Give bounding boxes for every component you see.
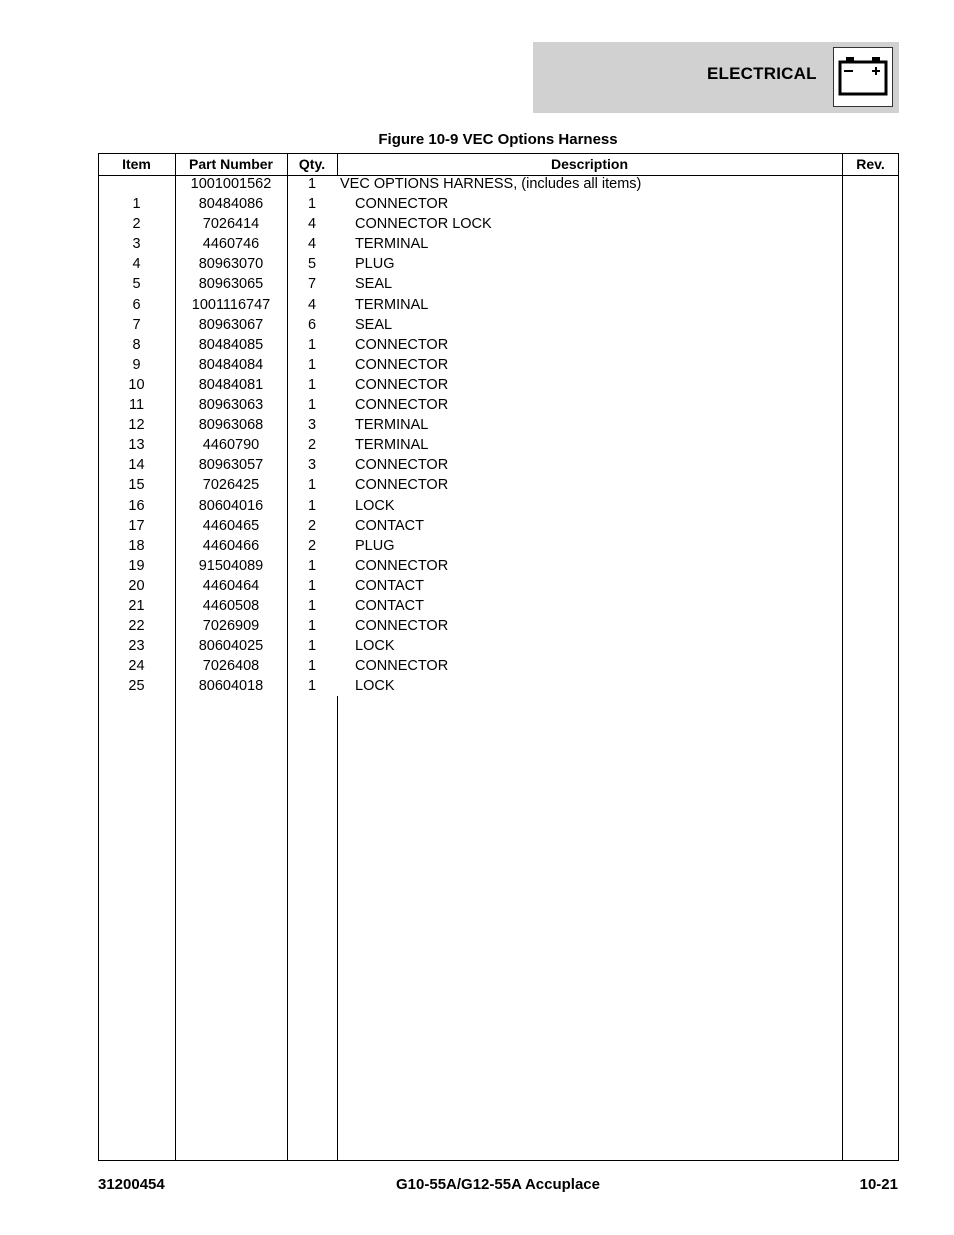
cell-qty: 2 — [307, 517, 317, 534]
table-row — [0, 676, 954, 696]
table-row — [0, 496, 954, 516]
cell-qty: 1 — [307, 497, 317, 514]
cell-qty: 1 — [307, 356, 317, 373]
cell-qty: 1 — [307, 678, 317, 695]
footer-doc-number: 31200454 — [98, 1176, 165, 1193]
cell-item: 13 — [128, 437, 145, 454]
table-row — [0, 335, 954, 355]
section-title: ELECTRICAL — [707, 64, 817, 83]
cell-description: CONNECTOR — [355, 397, 449, 414]
table-row — [0, 616, 954, 636]
cell-qty: 7 — [307, 276, 317, 293]
cell-part-number: 80963070 — [198, 256, 264, 273]
cell-item: 5 — [132, 276, 141, 293]
footer-model: G10-55A/G12-55A Accuplace — [396, 1176, 600, 1193]
figure-title: Figure 10-9 VEC Options Harness — [378, 131, 618, 148]
cell-description: VEC OPTIONS HARNESS, (includes all items) — [340, 176, 642, 192]
cell-description: LOCK — [355, 638, 395, 655]
cell-part-number: 7026414 — [202, 216, 260, 233]
cell-description: PLUG — [355, 537, 395, 554]
table-row — [0, 656, 954, 676]
cell-qty: 1 — [307, 557, 317, 574]
cell-part-number: 4460464 — [202, 577, 260, 594]
cell-item: 19 — [128, 557, 145, 574]
cell-description: CONNECTOR — [355, 658, 449, 675]
cell-qty: 1 — [307, 176, 317, 192]
cell-qty: 6 — [307, 316, 317, 333]
column-header-qty: Qty. — [298, 156, 326, 172]
cell-qty: 1 — [307, 638, 317, 655]
table-row — [0, 395, 954, 415]
column-divider — [337, 696, 338, 1161]
cell-part-number: 80604025 — [198, 638, 264, 655]
cell-qty: 1 — [307, 577, 317, 594]
column-header-rev: Rev. — [856, 156, 885, 172]
cell-item: 7 — [132, 316, 141, 333]
cell-part-number: 80484085 — [198, 336, 264, 353]
cell-item: 6 — [132, 296, 141, 313]
table-row — [0, 455, 954, 475]
cell-item: 3 — [132, 236, 141, 253]
cell-qty: 1 — [307, 597, 317, 614]
cell-part-number: 91504089 — [198, 557, 264, 574]
cell-description: CONTACT — [355, 577, 425, 594]
cell-description: LOCK — [355, 497, 395, 514]
table-row — [0, 214, 954, 234]
cell-item: 1 — [132, 196, 141, 213]
cell-description: TERMINAL — [355, 437, 429, 454]
cell-description: PLUG — [355, 256, 395, 273]
cell-description: CONNECTOR — [355, 477, 449, 494]
cell-description: TERMINAL — [355, 417, 429, 434]
cell-qty: 1 — [307, 376, 317, 393]
cell-qty: 2 — [307, 437, 317, 454]
cell-part-number: 80604018 — [198, 678, 264, 695]
cell-qty: 1 — [307, 196, 317, 213]
column-header-description: Description — [550, 156, 628, 172]
cell-part-number: 80963065 — [198, 276, 264, 293]
cell-description: CONNECTOR — [355, 336, 449, 353]
cell-description: CONNECTOR — [355, 376, 449, 393]
table-row — [0, 355, 954, 375]
table-row — [0, 234, 954, 254]
table-row — [0, 636, 954, 656]
cell-item: 24 — [128, 658, 145, 675]
cell-description: CONNECTOR — [355, 356, 449, 373]
cell-qty: 1 — [307, 336, 317, 353]
table-row — [0, 536, 954, 556]
cell-item: 20 — [128, 577, 145, 594]
cell-item: 21 — [128, 597, 145, 614]
table-row — [0, 295, 954, 315]
cell-part-number: 1001116747 — [191, 296, 271, 313]
cell-item: 16 — [128, 497, 145, 514]
cell-item: 17 — [128, 517, 145, 534]
table-row — [0, 375, 954, 395]
table-row — [0, 475, 954, 495]
cell-item: 12 — [128, 417, 145, 434]
cell-description: SEAL — [355, 276, 393, 293]
cell-item: 25 — [128, 678, 145, 695]
cell-part-number: 4460790 — [202, 437, 260, 454]
table-row — [0, 315, 954, 335]
battery-icon — [834, 48, 892, 106]
cell-part-number: 80484084 — [198, 356, 264, 373]
column-header-part-number: Part Number — [188, 156, 274, 172]
cell-item: 18 — [128, 537, 145, 554]
table-row — [0, 435, 954, 455]
cell-part-number: 4460746 — [202, 236, 260, 253]
cell-description: CONNECTOR — [355, 618, 449, 635]
cell-description: TERMINAL — [355, 236, 429, 253]
cell-item: 22 — [128, 618, 145, 635]
cell-qty: 4 — [307, 236, 317, 253]
cell-description: CONNECTOR LOCK — [355, 216, 492, 233]
cell-part-number: 80484086 — [198, 196, 264, 213]
cell-qty: 2 — [307, 537, 317, 554]
cell-qty: 4 — [307, 216, 317, 233]
cell-item: 4 — [132, 256, 141, 273]
cell-description: TERMINAL — [355, 296, 429, 313]
table-row — [0, 254, 954, 274]
cell-qty: 1 — [307, 618, 317, 635]
cell-part-number: 7026909 — [202, 618, 260, 635]
table-row — [0, 576, 954, 596]
cell-part-number: 80604016 — [198, 497, 264, 514]
cell-part-number: 4460508 — [202, 597, 260, 614]
cell-part-number: 7026408 — [202, 658, 260, 675]
footer-page-number: 10-21 — [859, 1176, 898, 1193]
cell-part-number: 4460466 — [202, 537, 260, 554]
cell-part-number: 80963057 — [198, 457, 264, 474]
cell-description: LOCK — [355, 678, 395, 695]
section-icon-tile — [833, 47, 893, 107]
cell-description: CONNECTOR — [355, 457, 449, 474]
cell-description: CONTACT — [355, 517, 425, 534]
cell-item: 2 — [132, 216, 141, 233]
table-row — [0, 516, 954, 536]
table-row — [0, 174, 954, 194]
cell-part-number: 80963068 — [198, 417, 264, 434]
cell-qty: 3 — [307, 417, 317, 434]
cell-item: 23 — [128, 638, 145, 655]
cell-qty: 1 — [307, 397, 317, 414]
table-row — [0, 596, 954, 616]
table-row — [0, 415, 954, 435]
cell-part-number: 7026425 — [202, 477, 260, 494]
table-row — [0, 274, 954, 294]
cell-qty: 3 — [307, 457, 317, 474]
cell-part-number: 80963067 — [198, 316, 264, 333]
column-header-item: Item — [122, 156, 151, 172]
cell-item: 8 — [132, 336, 141, 353]
cell-item: 14 — [128, 457, 145, 474]
cell-description: SEAL — [355, 316, 393, 333]
cell-qty: 5 — [307, 256, 317, 273]
cell-qty: 4 — [307, 296, 317, 313]
cell-description: CONTACT — [355, 597, 425, 614]
cell-description: CONNECTOR — [355, 196, 449, 213]
cell-item: 9 — [132, 356, 141, 373]
cell-qty: 1 — [307, 477, 317, 494]
cell-qty: 1 — [307, 658, 317, 675]
cell-part-number: 80484081 — [198, 376, 264, 393]
cell-item: 11 — [128, 397, 145, 414]
table-row — [0, 556, 954, 576]
cell-item: 15 — [128, 477, 145, 494]
cell-part-number: 4460465 — [202, 517, 260, 534]
cell-item: 10 — [128, 376, 145, 393]
table-body — [0, 174, 954, 696]
cell-description: CONNECTOR — [355, 557, 449, 574]
cell-part-number: 1001001562 — [190, 176, 272, 192]
cell-part-number: 80963063 — [198, 397, 264, 414]
table-row — [0, 194, 954, 214]
